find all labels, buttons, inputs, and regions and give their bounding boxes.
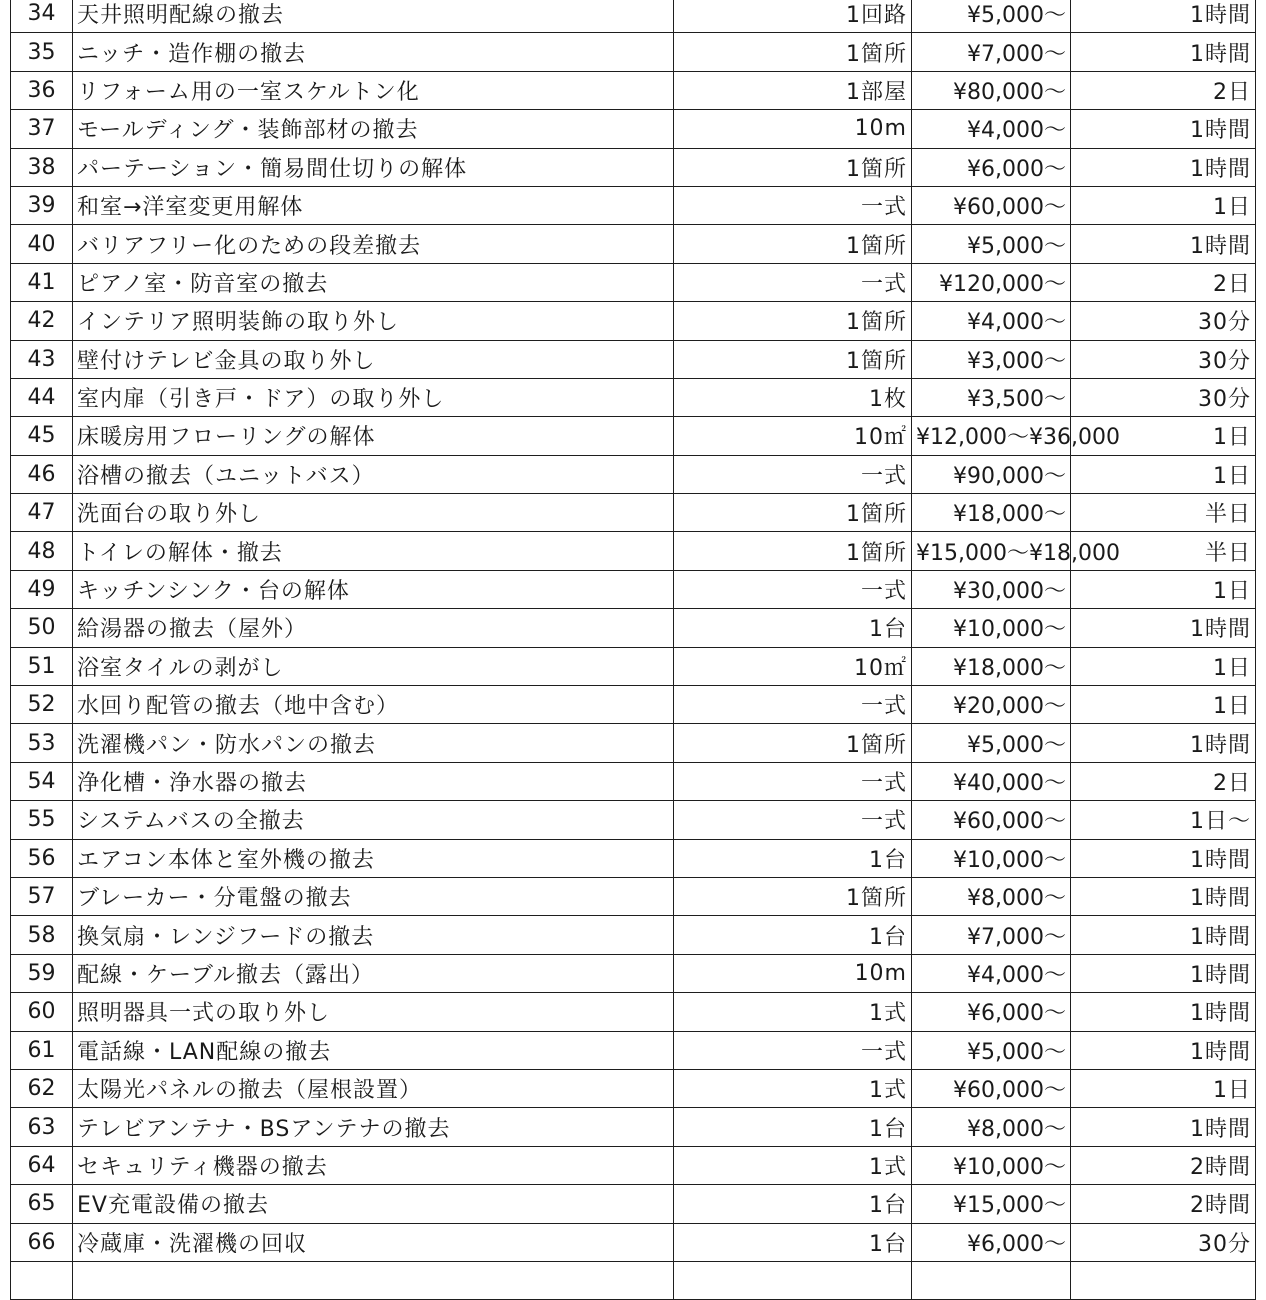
- item-name-cell: キッチンシンク・台の解体: [73, 570, 674, 608]
- unit-cell: 1回路: [674, 0, 912, 33]
- row-number-cell: 65: [11, 1185, 73, 1223]
- duration-cell: 1時間: [1071, 954, 1256, 992]
- item-name-cell: ピアノ室・防音室の撤去: [73, 263, 674, 301]
- table-row: [11, 1108, 1256, 1146]
- table-row: [11, 148, 1256, 186]
- table-row: [11, 263, 1256, 301]
- row-number-cell: 52: [11, 686, 73, 724]
- row-number-cell: 41: [11, 263, 73, 301]
- row-number-cell: 56: [11, 839, 73, 877]
- price-cell: ¥6,000〜: [912, 993, 1071, 1031]
- item-name-cell: 照明器具一式の取り外し: [73, 993, 674, 1031]
- item-name-cell: ニッチ・造作棚の撤去: [73, 33, 674, 71]
- table-row: [11, 532, 1256, 570]
- row-number-cell: 48: [11, 532, 73, 570]
- duration-cell: 1日: [1071, 455, 1256, 493]
- item-name-cell: 換気扇・レンジフードの撤去: [73, 916, 674, 954]
- unit-cell: 1箇所: [674, 225, 912, 263]
- item-name-cell: テレビアンテナ・BSアンテナの撤去: [73, 1108, 674, 1146]
- duration-cell: 1日〜: [1071, 801, 1256, 839]
- duration-cell: 1日: [1071, 686, 1256, 724]
- row-number-cell: 46: [11, 455, 73, 493]
- price-cell: ¥7,000〜: [912, 33, 1071, 71]
- duration-cell: 30分: [1071, 302, 1256, 340]
- row-number-cell: 35: [11, 33, 73, 71]
- row-number-cell: 55: [11, 801, 73, 839]
- unit-cell: 1箇所: [674, 494, 912, 532]
- price-cell: ¥80,000〜: [912, 71, 1071, 109]
- price-cell: ¥60,000〜: [912, 186, 1071, 224]
- price-cell: ¥3,000〜: [912, 340, 1071, 378]
- row-number-cell: 60: [11, 993, 73, 1031]
- table-row: [11, 609, 1256, 647]
- row-number-cell: 53: [11, 724, 73, 762]
- item-name-cell: EV充電設備の撤去: [73, 1185, 674, 1223]
- table-row: [11, 686, 1256, 724]
- table-row: [11, 186, 1256, 224]
- table-row: [11, 724, 1256, 762]
- item-name-cell: 壁付けテレビ金具の取り外し: [73, 340, 674, 378]
- table-row: [11, 839, 1256, 877]
- item-name-cell: 水回り配管の撤去（地中含む）: [73, 686, 674, 724]
- row-number-cell: 49: [11, 570, 73, 608]
- row-number-cell: [11, 1261, 73, 1299]
- unit-cell: 1箇所: [674, 33, 912, 71]
- row-number-cell: 40: [11, 225, 73, 263]
- table-row: [11, 455, 1256, 493]
- table-row: [11, 302, 1256, 340]
- price-cell: ¥7,000〜: [912, 916, 1071, 954]
- duration-cell: 1時間: [1071, 225, 1256, 263]
- item-name-cell: [73, 1261, 674, 1299]
- price-cell: ¥6,000〜: [912, 1223, 1071, 1261]
- unit-cell: 一式: [674, 801, 912, 839]
- item-name-cell: 浄化槽・浄水器の撤去: [73, 762, 674, 800]
- row-number-cell: 59: [11, 954, 73, 992]
- table-row: [11, 762, 1256, 800]
- unit-cell: 一式: [674, 686, 912, 724]
- unit-cell: 1台: [674, 1108, 912, 1146]
- table-row: [11, 647, 1256, 685]
- duration-cell: 1日: [1071, 570, 1256, 608]
- price-cell: ¥3,500〜: [912, 378, 1071, 416]
- price-cell: ¥5,000〜: [912, 1031, 1071, 1069]
- row-number-cell: 43: [11, 340, 73, 378]
- duration-cell: 1時間: [1071, 877, 1256, 915]
- duration-cell: 2時間: [1071, 1146, 1256, 1184]
- unit-cell: 一式: [674, 186, 912, 224]
- item-name-cell: 冷蔵庫・洗濯機の回収: [73, 1223, 674, 1261]
- table-row: [11, 1185, 1256, 1223]
- table-row: [11, 877, 1256, 915]
- price-cell: ¥10,000〜: [912, 1146, 1071, 1184]
- price-cell: ¥8,000〜: [912, 877, 1071, 915]
- item-name-cell: システムバスの全撤去: [73, 801, 674, 839]
- price-cell: [912, 1261, 1071, 1299]
- price-cell: ¥5,000〜: [912, 724, 1071, 762]
- price-cell: ¥4,000〜: [912, 954, 1071, 992]
- price-cell: ¥18,000〜: [912, 494, 1071, 532]
- table-row: [11, 570, 1256, 608]
- unit-cell: 一式: [674, 1031, 912, 1069]
- duration-cell: 1時間: [1071, 993, 1256, 1031]
- duration-cell: 半日: [1071, 532, 1256, 570]
- row-number-cell: 47: [11, 494, 73, 532]
- table-row: [11, 801, 1256, 839]
- item-name-cell: インテリア照明装飾の取り外し: [73, 302, 674, 340]
- row-number-cell: 42: [11, 302, 73, 340]
- duration-cell: 2日: [1071, 71, 1256, 109]
- duration-cell: 1日: [1071, 186, 1256, 224]
- price-cell: ¥4,000〜: [912, 110, 1071, 148]
- table-row: [11, 1223, 1256, 1261]
- item-name-cell: バリアフリー化のための段差撤去: [73, 225, 674, 263]
- unit-cell: [674, 1261, 912, 1299]
- duration-cell: 1時間: [1071, 724, 1256, 762]
- unit-cell: 1台: [674, 839, 912, 877]
- table-row: [11, 954, 1256, 992]
- item-name-cell: モールディング・装飾部材の撤去: [73, 110, 674, 148]
- duration-cell: 1時間: [1071, 839, 1256, 877]
- duration-cell: 1時間: [1071, 609, 1256, 647]
- table-row: [11, 340, 1256, 378]
- table-row: [11, 33, 1256, 71]
- row-number-cell: 37: [11, 110, 73, 148]
- table-row: [11, 494, 1256, 532]
- unit-cell: 1台: [674, 609, 912, 647]
- duration-cell: 1時間: [1071, 1108, 1256, 1146]
- table-row: [11, 1031, 1256, 1069]
- price-cell: ¥6,000〜: [912, 148, 1071, 186]
- item-name-cell: 配線・ケーブル撤去（露出）: [73, 954, 674, 992]
- price-table: [10, 0, 1256, 1300]
- row-number-cell: 62: [11, 1069, 73, 1107]
- unit-cell: 1式: [674, 993, 912, 1031]
- duration-cell: 2時間: [1071, 1185, 1256, 1223]
- unit-cell: 10㎡: [674, 417, 912, 455]
- item-name-cell: 洗濯機パン・防水パンの撤去: [73, 724, 674, 762]
- duration-cell: 30分: [1071, 1223, 1256, 1261]
- table-row: [11, 110, 1256, 148]
- duration-cell: 2日: [1071, 762, 1256, 800]
- price-cell: ¥30,000〜: [912, 570, 1071, 608]
- row-number-cell: 57: [11, 877, 73, 915]
- unit-cell: 1台: [674, 1185, 912, 1223]
- item-name-cell: 床暖房用フローリングの解体: [73, 417, 674, 455]
- table-row: [11, 993, 1256, 1031]
- duration-cell: 1時間: [1071, 148, 1256, 186]
- row-number-cell: 54: [11, 762, 73, 800]
- item-name-cell: トイレの解体・撤去: [73, 532, 674, 570]
- row-number-cell: 66: [11, 1223, 73, 1261]
- table-row: [11, 225, 1256, 263]
- price-cell: ¥15,000〜: [912, 1185, 1071, 1223]
- item-name-cell: 和室→洋室変更用解体: [73, 186, 674, 224]
- unit-cell: 1箇所: [674, 724, 912, 762]
- item-name-cell: エアコン本体と室外機の撤去: [73, 839, 674, 877]
- unit-cell: 1枚: [674, 378, 912, 416]
- item-name-cell: 室内扉（引き戸・ドア）の取り外し: [73, 378, 674, 416]
- row-number-cell: 51: [11, 647, 73, 685]
- row-number-cell: 50: [11, 609, 73, 647]
- item-name-cell: 太陽光パネルの撤去（屋根設置）: [73, 1069, 674, 1107]
- row-number-cell: 58: [11, 916, 73, 954]
- duration-cell: 半日: [1071, 494, 1256, 532]
- unit-cell: 10m: [674, 110, 912, 148]
- unit-cell: 一式: [674, 570, 912, 608]
- duration-cell: 1時間: [1071, 916, 1256, 954]
- price-cell: ¥15,000〜¥18,000: [912, 532, 1071, 570]
- item-name-cell: 給湯器の撤去（屋外）: [73, 609, 674, 647]
- row-number-cell: 64: [11, 1146, 73, 1184]
- table-row: [11, 378, 1256, 416]
- row-number-cell: 36: [11, 71, 73, 109]
- table-row: [11, 417, 1256, 455]
- duration-cell: 1時間: [1071, 110, 1256, 148]
- unit-cell: 1式: [674, 1069, 912, 1107]
- duration-cell: 1日: [1071, 1069, 1256, 1107]
- duration-cell: 1日: [1071, 417, 1256, 455]
- price-cell: ¥20,000〜: [912, 686, 1071, 724]
- unit-cell: 一式: [674, 455, 912, 493]
- duration-cell: [1071, 1261, 1256, 1299]
- unit-cell: 1部屋: [674, 71, 912, 109]
- unit-cell: 1箇所: [674, 148, 912, 186]
- unit-cell: 1箇所: [674, 532, 912, 570]
- price-cell: ¥5,000〜: [912, 0, 1071, 33]
- price-cell: ¥4,000〜: [912, 302, 1071, 340]
- price-cell: ¥5,000〜: [912, 225, 1071, 263]
- row-number-cell: 63: [11, 1108, 73, 1146]
- unit-cell: 一式: [674, 762, 912, 800]
- price-cell: ¥10,000〜: [912, 839, 1071, 877]
- row-number-cell: 38: [11, 148, 73, 186]
- table-row: [11, 1069, 1256, 1107]
- duration-cell: 1時間: [1071, 33, 1256, 71]
- price-cell: ¥40,000〜: [912, 762, 1071, 800]
- unit-cell: 1式: [674, 1146, 912, 1184]
- table-row: [11, 916, 1256, 954]
- price-table-body: [11, 0, 1256, 1300]
- duration-cell: 30分: [1071, 340, 1256, 378]
- duration-cell: 2日: [1071, 263, 1256, 301]
- item-name-cell: 洗面台の取り外し: [73, 494, 674, 532]
- row-number-cell: 44: [11, 378, 73, 416]
- item-name-cell: 浴室タイルの剥がし: [73, 647, 674, 685]
- row-number-cell: 34: [11, 0, 73, 33]
- duration-cell: 1日: [1071, 647, 1256, 685]
- row-number-cell: 45: [11, 417, 73, 455]
- unit-cell: 1台: [674, 1223, 912, 1261]
- duration-cell: 1時間: [1071, 0, 1256, 33]
- table-row: [11, 1146, 1256, 1184]
- unit-cell: 1箇所: [674, 302, 912, 340]
- unit-cell: 1箇所: [674, 340, 912, 378]
- item-name-cell: セキュリティ機器の撤去: [73, 1146, 674, 1184]
- row-number-cell: 61: [11, 1031, 73, 1069]
- duration-cell: 30分: [1071, 378, 1256, 416]
- item-name-cell: 電話線・LAN配線の撤去: [73, 1031, 674, 1069]
- unit-cell: 10㎡: [674, 647, 912, 685]
- row-number-cell: 39: [11, 186, 73, 224]
- table-row: [11, 71, 1256, 109]
- table-row: [11, 1261, 1256, 1299]
- price-cell: ¥60,000〜: [912, 1069, 1071, 1107]
- item-name-cell: 天井照明配線の撤去: [73, 0, 674, 33]
- unit-cell: 一式: [674, 263, 912, 301]
- price-cell: ¥10,000〜: [912, 609, 1071, 647]
- item-name-cell: リフォーム用の一室スケルトン化: [73, 71, 674, 109]
- item-name-cell: ブレーカー・分電盤の撤去: [73, 877, 674, 915]
- unit-cell: 1台: [674, 916, 912, 954]
- duration-cell: 1時間: [1071, 1031, 1256, 1069]
- item-name-cell: パーテーション・簡易間仕切りの解体: [73, 148, 674, 186]
- price-cell: ¥12,000〜¥36,000: [912, 417, 1071, 455]
- price-cell: ¥120,000〜: [912, 263, 1071, 301]
- price-cell: ¥18,000〜: [912, 647, 1071, 685]
- price-cell: ¥90,000〜: [912, 455, 1071, 493]
- price-cell: ¥8,000〜: [912, 1108, 1071, 1146]
- price-cell: ¥60,000〜: [912, 801, 1071, 839]
- table-row: [11, 0, 1256, 33]
- unit-cell: 10m: [674, 954, 912, 992]
- unit-cell: 1箇所: [674, 877, 912, 915]
- item-name-cell: 浴槽の撤去（ユニットバス）: [73, 455, 674, 493]
